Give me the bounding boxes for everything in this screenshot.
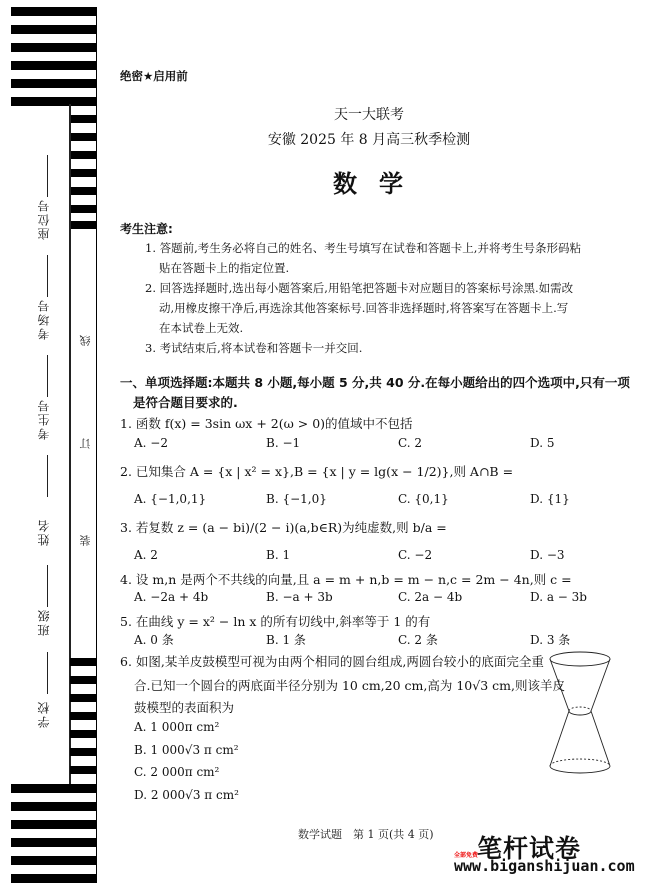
notice-heading: 考生注意: bbox=[120, 222, 173, 236]
name-blank[interactable] bbox=[47, 455, 48, 497]
question-6-stem-line3: 鼓模型的表面积为 bbox=[134, 700, 235, 715]
subject-title: 数学 bbox=[333, 170, 425, 198]
watermark-free-tag: 全部免费 bbox=[454, 852, 479, 859]
margin-stripe bbox=[70, 766, 97, 774]
question-6-option-c[interactable]: C. 2 000π cm² bbox=[134, 765, 220, 779]
notice-item bbox=[145, 278, 615, 338]
question-4-stem: 4. 设 m,n 是两个不共线的向量,且 a = m + n,b = m − n,c = 2m − 4n,则 c = bbox=[120, 572, 572, 587]
question-4-option-c[interactable]: C. 2a − 4b bbox=[398, 590, 463, 604]
exam-room-label: 考场号 bbox=[37, 298, 51, 340]
question-1-option-a[interactable]: A. −2 bbox=[134, 436, 168, 450]
question-1-stem: 1. 函数 f(x) = 3sin ωx + 2(ω > 0)的值域中不包括 bbox=[120, 416, 413, 431]
margin-stripe bbox=[70, 205, 97, 213]
notice-item bbox=[145, 238, 615, 278]
question-1-option-d[interactable]: D. 5 bbox=[530, 436, 555, 450]
margin-stripe bbox=[11, 838, 97, 847]
question-5-option-a[interactable]: A. 0 条 bbox=[134, 633, 174, 647]
section-heading-line1: 一、单项选择题:本题共 8 小题,每小题 5 分,共 40 分.在每小题给出的四个选项中,只有一项 bbox=[120, 375, 630, 390]
class-label: 班级 bbox=[37, 608, 51, 636]
question-3-option-c[interactable]: C. −2 bbox=[398, 548, 433, 562]
question-5-option-c[interactable]: C. 2 条 bbox=[398, 633, 438, 647]
school-blank[interactable] bbox=[47, 652, 48, 694]
question-3-option-a[interactable]: A. 2 bbox=[134, 548, 158, 562]
question-6-option-d[interactable]: D. 2 000√3 π cm² bbox=[134, 788, 239, 802]
question-4-option-a[interactable]: A. −2a + 4b bbox=[134, 590, 209, 604]
notice-text: 贴在答题卡上的指定位置. bbox=[159, 261, 290, 275]
margin-stripe bbox=[70, 712, 97, 720]
exam-name-title: 安徽 2025 年 8 月高三秋季检测 bbox=[267, 132, 471, 148]
notice-text: 动,用橡皮擦干净后,再选涂其他答案标号.回答非选择题时,将答案写在答题卡上.写 bbox=[159, 301, 569, 315]
section-heading-line2: 是符合题目要求的. bbox=[133, 395, 238, 410]
name-label: 姓名 bbox=[37, 518, 51, 546]
question-2-option-d[interactable]: D. {1} bbox=[530, 492, 570, 506]
notice-num: 1. bbox=[145, 241, 156, 255]
question-6-option-a[interactable]: A. 1 000π cm² bbox=[134, 720, 220, 734]
question-6-stem-line1: 6. 如图,某羊皮鼓模型可视为由两个相同的圆台组成,两圆台较小的底面完全重 bbox=[120, 654, 544, 669]
notice-text: 答题前,考生务必将自己的姓名、考生号填写在试卷和答题卡上,并将考生号条形码粘 bbox=[159, 241, 581, 255]
question-2-option-c[interactable]: C. {0,1} bbox=[398, 492, 449, 506]
margin-stripe bbox=[70, 730, 97, 738]
notice-num: 2. bbox=[145, 281, 156, 295]
margin-stripe bbox=[11, 7, 97, 16]
margin-stripe bbox=[70, 694, 97, 702]
school-label: 学校 bbox=[37, 700, 51, 728]
margin-stripe bbox=[70, 748, 97, 756]
student-id-blank[interactable] bbox=[47, 355, 48, 397]
question-2-stem: 2. 已知集合 A = {x | x² = x},B = {x | y = lg(x − 1/2)},则 A∩B = bbox=[120, 464, 514, 479]
student-id-label: 考生号 bbox=[37, 398, 51, 440]
exam-org-title: 天一大联考 bbox=[334, 107, 404, 123]
confidential-label: 绝密★启用前 bbox=[120, 69, 188, 83]
margin-stripe bbox=[11, 79, 97, 88]
exam-room-blank[interactable] bbox=[47, 255, 48, 297]
question-3-option-d[interactable]: D. −3 bbox=[530, 548, 565, 562]
margin-stripe bbox=[70, 676, 97, 684]
question-1-option-b[interactable]: B. −1 bbox=[266, 436, 301, 450]
notice-text: 回答选择题时,选出每小题答案后,用铅笔把答题卡对应题目的答案标号涂黑.如需改 bbox=[159, 281, 574, 295]
notice-num: 3. bbox=[145, 341, 156, 355]
question-1-option-c[interactable]: C. 2 bbox=[398, 436, 423, 450]
question-3-option-b[interactable]: B. 1 bbox=[266, 548, 291, 562]
watermark-brand: 笔杆试卷 bbox=[477, 834, 582, 863]
question-6-option-b[interactable]: B. 1 000√3 π cm² bbox=[134, 743, 239, 757]
question-4-option-d[interactable]: D. a − 3b bbox=[530, 590, 587, 604]
margin-stripe bbox=[11, 856, 97, 865]
question-5-option-b[interactable]: B. 1 条 bbox=[266, 633, 306, 647]
margin-stripe bbox=[70, 151, 97, 159]
margin-stripe bbox=[11, 784, 97, 793]
binding-char-staple: 订 bbox=[79, 438, 92, 449]
question-3-stem: 3. 若复数 z = (a − bi)/(2 − i)(a,b∈R)为纯虚数,则 b/a = bbox=[120, 520, 447, 535]
question-5-stem: 5. 在曲线 y = x² − ln x 的所有切线中,斜率等于 1 的有 bbox=[120, 614, 431, 629]
question-6-stem-line2: 合.已知一个圆台的两底面半径分别为 10 cm,20 cm,高为 10√3 cm,则该羊皮 bbox=[134, 678, 565, 693]
question-5-option-d[interactable]: D. 3 条 bbox=[530, 633, 571, 647]
notice-text: 在本试卷上无效. bbox=[159, 321, 244, 335]
question-4-option-b[interactable]: B. −a + 3b bbox=[266, 590, 333, 604]
margin-stripe bbox=[11, 802, 97, 811]
page-footer: 数学试题 第 1 页(共 4 页) bbox=[298, 828, 434, 841]
question-2-option-b[interactable]: B. {−1,0} bbox=[266, 492, 327, 506]
margin-stripe bbox=[70, 658, 97, 666]
margin-stripe bbox=[11, 61, 97, 70]
question-2-option-a[interactable]: A. {−1,0,1} bbox=[134, 492, 207, 506]
margin-stripe bbox=[11, 874, 97, 883]
notice-item bbox=[145, 338, 615, 358]
seat-number-label: 座位号 bbox=[37, 198, 51, 240]
notice-text: 考试结束后,将本试卷和答题卡一并交回. bbox=[159, 341, 363, 355]
class-blank[interactable] bbox=[47, 565, 48, 607]
margin-stripe bbox=[11, 820, 97, 829]
watermark-url[interactable]: www.biganshijuan.com bbox=[454, 857, 635, 875]
margin-stripe bbox=[11, 25, 97, 34]
margin-stripe bbox=[70, 221, 97, 229]
drum-model-figure bbox=[545, 650, 615, 780]
binding-char-bind: 装 bbox=[79, 535, 92, 546]
section-heading bbox=[120, 373, 630, 413]
binding-char-line: 线 bbox=[79, 335, 92, 346]
margin-stripe bbox=[11, 43, 97, 52]
